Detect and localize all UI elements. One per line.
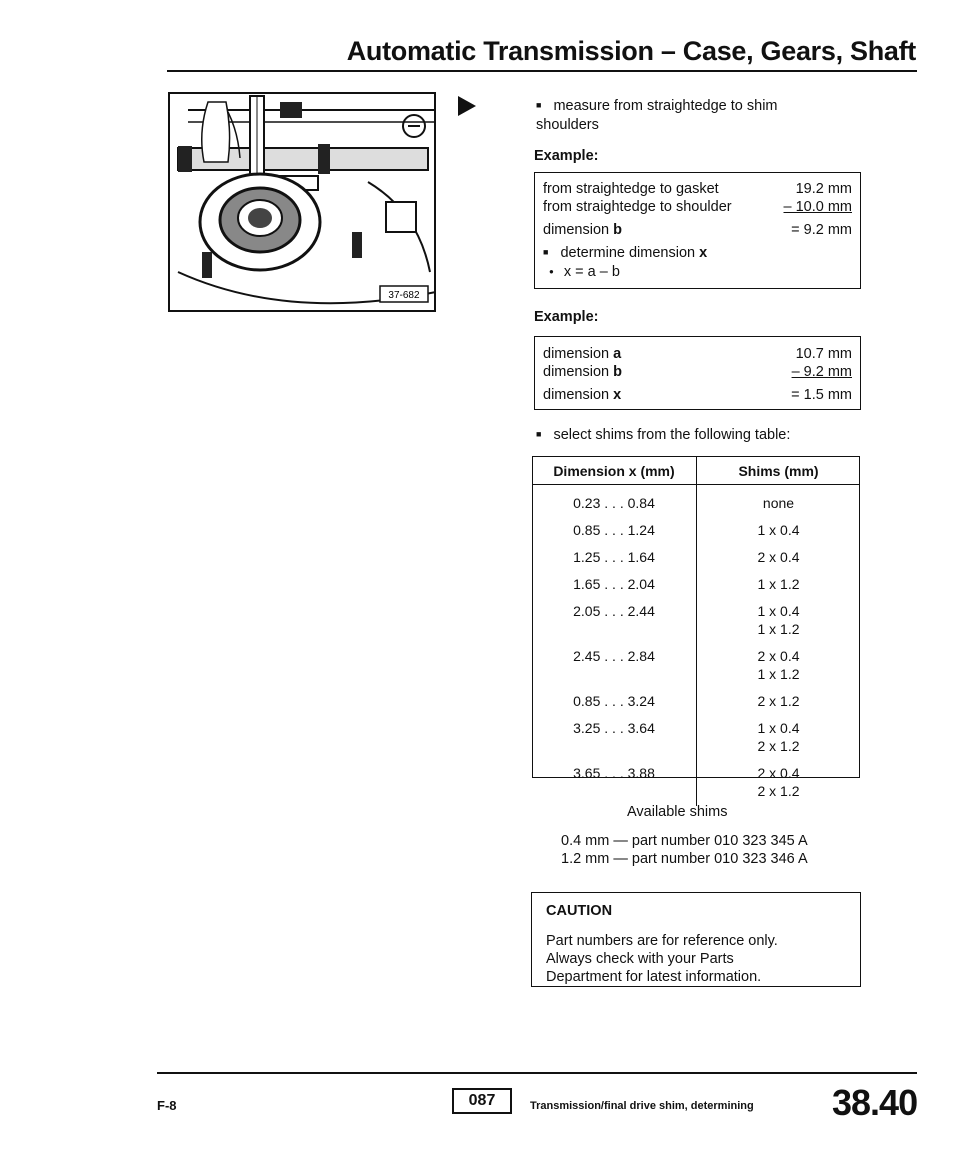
range-cell: 3.25 . . . 3.64 bbox=[532, 716, 697, 761]
caution-line: Always check with your Parts bbox=[546, 951, 734, 967]
example-box-2 bbox=[534, 336, 861, 410]
range-cell: 1.65 . . . 2.04 bbox=[532, 572, 697, 599]
example1-result-row bbox=[543, 221, 852, 239]
example1-row-label: from straightedge to gasket bbox=[543, 181, 719, 197]
table-row bbox=[532, 689, 860, 716]
example1-result-label: dimension b bbox=[543, 222, 622, 238]
table-row bbox=[532, 599, 860, 644]
table-row bbox=[532, 761, 860, 806]
table-row bbox=[532, 545, 860, 572]
intro-text: measure from straightedge to shim shoulders bbox=[536, 98, 778, 133]
example-heading-2: Example: bbox=[534, 309, 599, 325]
example2-result-value: = 1.5 mm bbox=[791, 387, 852, 403]
caution-box bbox=[531, 892, 861, 987]
column-header: Dimension x (mm) bbox=[532, 456, 697, 485]
footer-page-code: 087 bbox=[452, 1088, 512, 1114]
footer-page-ref: F-8 bbox=[157, 1098, 177, 1113]
example2-row-value: – 9.2 mm bbox=[791, 364, 852, 380]
shims-cell: 1 x 0.4 2 x 1.2 bbox=[757, 720, 800, 754]
example2-row: dimension b – 9.2 mm bbox=[543, 364, 852, 380]
select-bullet bbox=[536, 426, 790, 445]
caution-line: Part numbers are for reference only. bbox=[546, 933, 778, 949]
table-row bbox=[532, 485, 860, 519]
range-cell: 1.25 . . . 1.64 bbox=[532, 545, 697, 572]
shims-cell: 1 x 0.4 1 x 1.2 bbox=[757, 603, 800, 637]
available-heading: Available shims bbox=[627, 804, 728, 820]
pointer-arrow-icon bbox=[456, 94, 478, 118]
table-row bbox=[532, 572, 860, 599]
shim-table bbox=[532, 456, 860, 806]
shim-table-header bbox=[532, 456, 860, 485]
shims-cell: none bbox=[762, 495, 795, 511]
range-cell: 3.65 . . . 3.88 bbox=[532, 761, 697, 806]
column-header: Shims (mm) bbox=[697, 456, 861, 485]
table-row bbox=[532, 518, 860, 545]
page-title: Automatic Transmission – Case, Gears, Shaft bbox=[346, 36, 916, 66]
shims-cell: 2 x 0.4 2 x 1.2 bbox=[757, 765, 800, 799]
select-text: select shims from the following table: bbox=[553, 427, 791, 443]
shims-cell: 1 x 0.4 bbox=[757, 522, 800, 538]
example1-row bbox=[543, 198, 852, 216]
shims-cell: 2 x 0.4 1 x 1.2 bbox=[757, 648, 800, 682]
caution-line: Department for latest information. bbox=[546, 969, 762, 985]
shims-cell: 2 x 1.2 bbox=[757, 693, 800, 709]
available-line: 0.4 mm — part number 010 323 345 A bbox=[561, 833, 808, 849]
table-row bbox=[532, 644, 860, 689]
shims-cell: 1 x 1.2 bbox=[757, 576, 800, 592]
intro-bullet bbox=[536, 97, 836, 134]
example2-row: dimension a 10.7 mm bbox=[543, 346, 852, 362]
measurement-illustration bbox=[168, 92, 436, 312]
example1-formula: ● x = a – b bbox=[549, 264, 620, 280]
example2-result-row: dimension x = 1.5 mm bbox=[543, 387, 852, 403]
example1-row-value: – 10.0 mm bbox=[783, 199, 852, 215]
example2-row-value: 10.7 mm bbox=[795, 346, 852, 362]
example1-step: ■ determine dimension x bbox=[543, 244, 852, 263]
example1-result-value: = 9.2 mm bbox=[791, 222, 852, 238]
table-row bbox=[532, 716, 860, 761]
figure-label: 37-682 bbox=[388, 290, 420, 301]
example-box-1 bbox=[534, 172, 861, 289]
footer-section-number: 38.40 bbox=[832, 1082, 918, 1123]
example1-row bbox=[543, 180, 852, 198]
range-cell: 0.85 . . . 3.24 bbox=[532, 689, 697, 716]
footer-caption: Transmission/final drive shim, determining bbox=[530, 1100, 754, 1112]
example1-row-value: 19.2 mm bbox=[795, 181, 852, 197]
example-heading-1: Example: bbox=[534, 148, 599, 164]
range-cell: 0.23 . . . 0.84 bbox=[532, 485, 697, 519]
range-cell: 2.45 . . . 2.84 bbox=[532, 644, 697, 689]
range-cell: 0.85 . . . 1.24 bbox=[532, 518, 697, 545]
available-line: 1.2 mm — part number 010 323 346 A bbox=[561, 851, 808, 867]
caution-title: CAUTION bbox=[546, 903, 613, 919]
shims-cell: 2 x 0.4 bbox=[757, 549, 800, 565]
header-rule bbox=[167, 70, 917, 72]
footer-rule bbox=[157, 1072, 917, 1074]
example1-row-label: from straightedge to shoulder bbox=[543, 199, 732, 215]
range-cell: 2.05 . . . 2.44 bbox=[532, 599, 697, 644]
